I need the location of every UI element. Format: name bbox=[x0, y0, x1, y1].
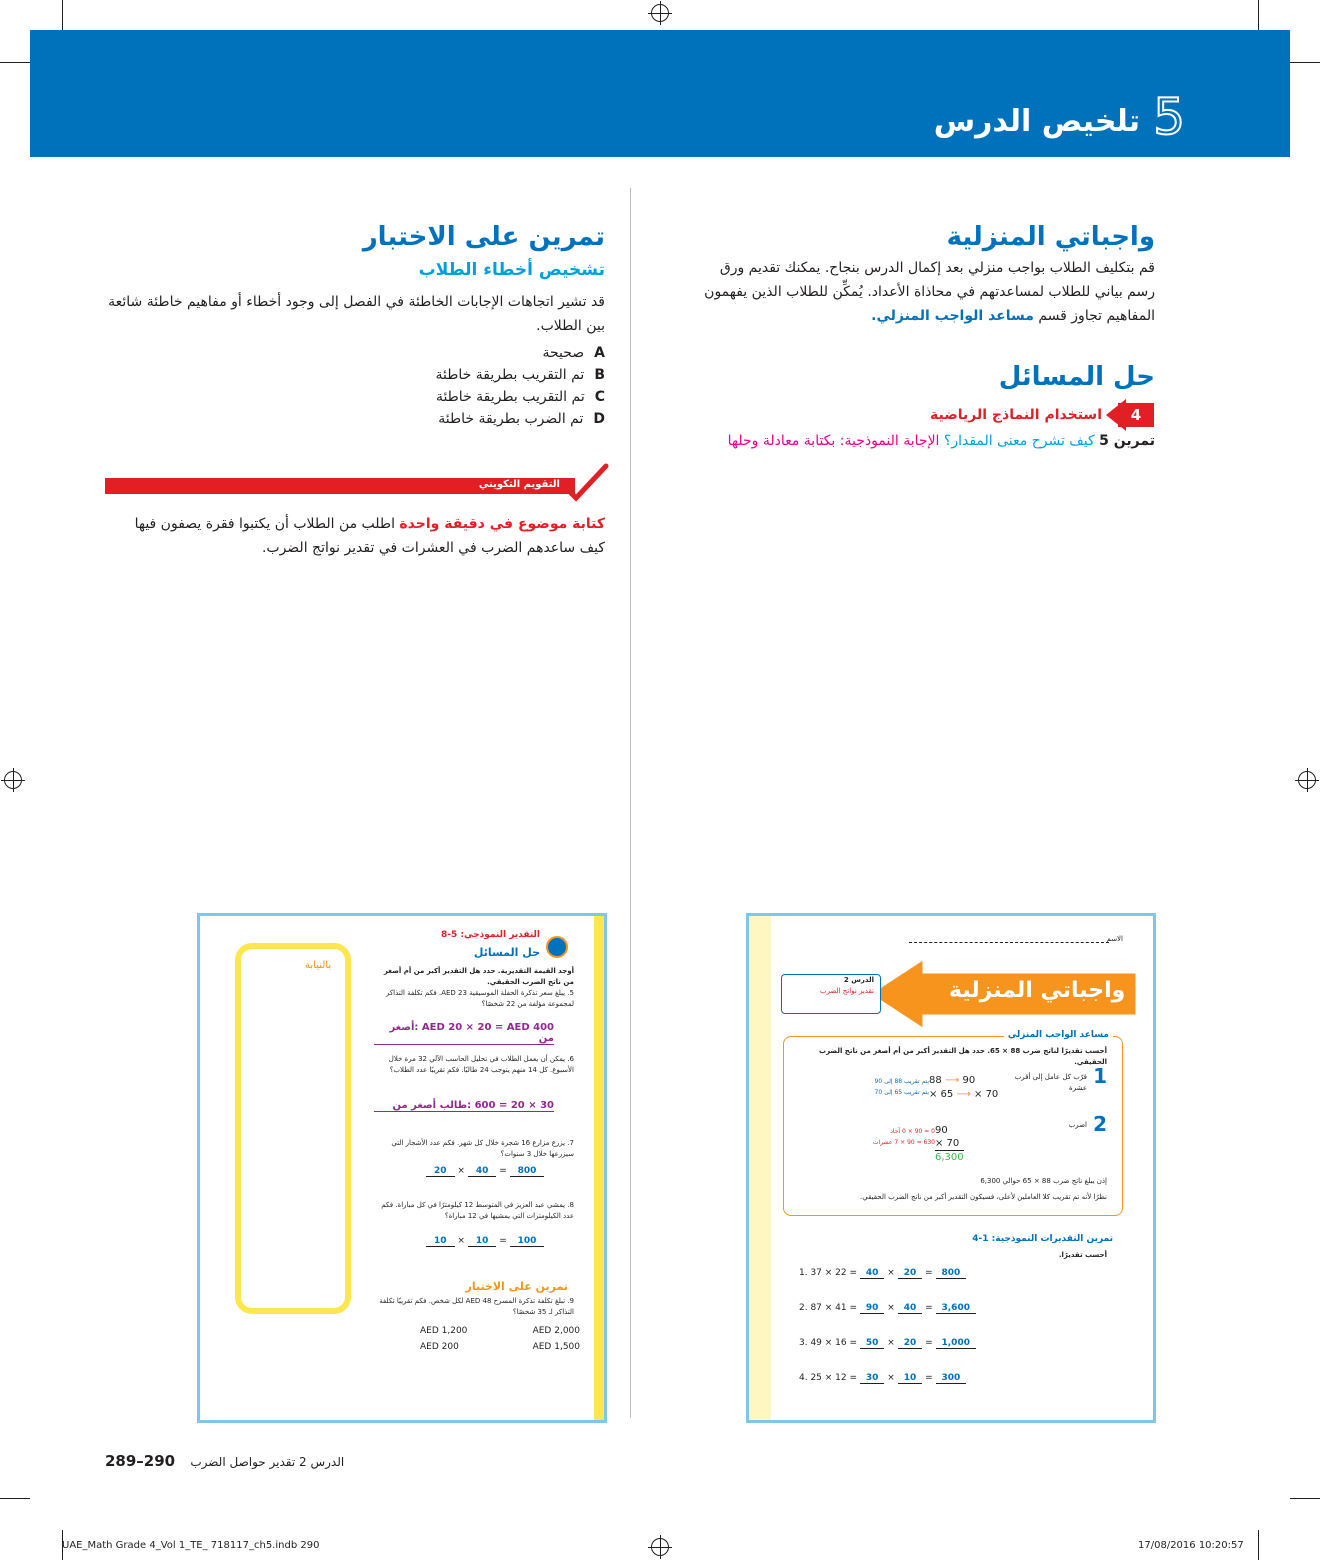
thumb-instruction: أوجد القيمة التقديرية. حدد هل التقدير أكبر من أم أصغر من ناتج الضرب الحقيقي. bbox=[383, 967, 574, 986]
footer-page-line bbox=[105, 1452, 344, 1470]
option-1[interactable]: AED 1,200 bbox=[420, 1326, 468, 1336]
yellow-strip bbox=[594, 916, 604, 1420]
practice-badge: 4 bbox=[1118, 403, 1154, 427]
formative-highlight: كتابة موضوع في دقيقة واحدة bbox=[399, 516, 605, 532]
practice-title: تمرين التقديرات النموذجية: 1-4 bbox=[972, 1234, 1113, 1244]
practice-row: 4. 25 × 12 = 30 × 10 = 300 bbox=[799, 1373, 999, 1408]
thumb-section: التقدير النموذجي: 5-8 bbox=[441, 930, 540, 940]
thumb-q5: 5. يبلغ سعر تذكرة الحفلة الموسيقية AED 23. فكم تكلفة التذاكر لمجموعة مؤلفة من 22 شخصًا؟ bbox=[385, 989, 574, 1008]
step1-number: 1 bbox=[1093, 1064, 1107, 1088]
option-2[interactable]: AED 1,500 bbox=[532, 1342, 580, 1352]
crop-mark bbox=[62, 0, 63, 30]
test-practice-title: تمرين على الاختبار bbox=[362, 222, 605, 252]
answer-a: A صحيحة bbox=[542, 345, 605, 361]
globe-icon bbox=[546, 936, 568, 958]
answer-list bbox=[305, 345, 605, 427]
step1-notes: يتم تقريب 88 إلى 90 يتم تقريب 65 إلى 70 bbox=[874, 1078, 929, 1096]
thumb-a7: 20 × 40 = 800 bbox=[426, 1166, 544, 1176]
footer-lesson: الدرس 2 تقدير حواصل الضرب bbox=[190, 1455, 345, 1469]
practice-sub: أحسب تقديرًا. bbox=[1058, 1251, 1107, 1259]
thumb-title: حل المسائل bbox=[473, 946, 540, 959]
registration-mark-icon bbox=[651, 4, 669, 22]
crop-mark bbox=[1290, 62, 1320, 63]
option-3[interactable]: AED 200 bbox=[420, 1342, 459, 1352]
test-practice-subtitle: تشخيص أخطاء الطلاب bbox=[418, 260, 605, 280]
thumb-a8: 10 × 10 = 100 bbox=[426, 1236, 544, 1246]
formative-text: اطلب من الطلاب أن يكتبوا فقرة يصفون فيها كيف ساعدهم الضرب في العشرات في تقدير نواتج الضرب. bbox=[134, 516, 605, 556]
registration-mark-icon bbox=[651, 1538, 669, 1556]
crop-mark bbox=[1258, 1530, 1259, 1560]
step2-work: 90 × 70 6,300 bbox=[935, 1125, 964, 1163]
homework-body bbox=[695, 256, 1155, 328]
registration-mark-icon bbox=[1298, 771, 1316, 789]
thumb-test-title: تمرين على الاختبار bbox=[465, 1280, 568, 1293]
answer-c: C تم التقريب بطريقة خاطئة bbox=[435, 389, 605, 405]
footer-file-name: UAE_Math Grade 4_Vol 1_TE_ 718117_ch5.indb 290 bbox=[62, 1540, 320, 1551]
badge-arrow-icon bbox=[1106, 399, 1126, 431]
formative-body bbox=[105, 512, 605, 560]
helper-question: أحسب تقديرًا لناتج ضرب 88 × 65. حدد هل التقدير أكبر من أم أصغر من ناتج الضرب الحقيقي. bbox=[819, 1047, 1107, 1066]
thumb-q7: 7. يزرع مزارع 16 شجرة خلال كل شهر. فكم عدد الأشجار التي سيزرعها خلال 3 سنوات؟ bbox=[391, 1139, 574, 1158]
homework-text: قم بتكليف الطلاب بواجب منزلي بعد إكمال الدرس بنجاح. يمكنك تقديم ورق رسم بياني للطلاب لمساعدتهم في محاذاة الأعداد. يُمكِّن للطلاب الذين يفهمون المفاهيم تجاوز قسم bbox=[704, 260, 1155, 324]
step2-notes: 0 = 90 × 0 آحاد 630 = 90 × 7 عشرات bbox=[872, 1128, 935, 1146]
chapter-number: 5 bbox=[1153, 88, 1185, 146]
option-0[interactable]: AED 2,000 bbox=[532, 1326, 580, 1336]
exercise-question: كيف تشرح معنى المقدار؟ bbox=[943, 433, 1095, 449]
problem-solving-title: حل المسائل bbox=[998, 362, 1155, 392]
sticky-note-highlight bbox=[230, 940, 360, 1320]
crop-mark bbox=[1258, 0, 1259, 30]
registration-mark-icon bbox=[4, 771, 22, 789]
crop-mark bbox=[0, 1498, 30, 1499]
thumb-q6: 6. يمكن أن يعمل الطلاب في تحليل الحاسب الآلي 32 مرة خلال الأسبوع. كل 14 منهم يتوجب 24 طالبًا. فكم تقريبًا عدد الطلاب؟ bbox=[388, 1055, 574, 1074]
lesson-box: الدرس 2 تقدير نواتج الضرب bbox=[781, 974, 881, 1014]
helper-conclusion-2: نظرًا لأنه تم تقريب كلا العاملين لأعلى، فسيكون التقدير أكبر من ناتج الضرب الحقيقي. bbox=[860, 1193, 1107, 1201]
thumb-options bbox=[420, 1326, 580, 1352]
step1-label: قرّب كل عامل إلى أقرب عشرة bbox=[1014, 1073, 1087, 1092]
page-numbers: 289–290 bbox=[105, 1452, 176, 1470]
formative-bar-label: التقويم التكويني bbox=[478, 479, 560, 490]
test-practice-body: قد تشير اتجاهات الإجابات الخاطئة في الفصل إلى وجود أخطاء أو مفاهيم خاطئة شائعة بين الطلاب. bbox=[108, 294, 605, 334]
student-page-thumbnail-left bbox=[197, 913, 607, 1423]
checkmark-icon bbox=[558, 462, 610, 502]
practice-row: 3. 49 × 16 = 50 × 20 = 1,000 bbox=[799, 1338, 999, 1373]
practice-rows bbox=[799, 1268, 999, 1408]
name-line bbox=[909, 942, 1109, 943]
thumb-a5: AED 20 × 20 = AED 400 :أصغر من bbox=[374, 1022, 554, 1045]
homework-banner-text: واجباتي المنزلية bbox=[949, 978, 1126, 1003]
helper-conclusion: إذن يبلغ ناتج ضرب 88 × 65 حوالي 6,300 bbox=[980, 1177, 1107, 1185]
thumb-q8: 8. يمشي عبد العزيز في المتوسط 12 كيلومترًا في كل مباراة. فكم عدد الكيلومترات التي يمشيها في 12 مباراة؟ bbox=[381, 1201, 574, 1220]
crop-mark bbox=[0, 62, 30, 63]
exercise-label: تمرين 5 bbox=[1099, 433, 1155, 449]
step2-number: 2 bbox=[1093, 1112, 1107, 1136]
step2-label: اضرب bbox=[1068, 1121, 1087, 1129]
chapter-title: تلخيص الدرس bbox=[933, 104, 1140, 139]
answer-d: D تم الضرب بطريقة خاطئة bbox=[438, 411, 605, 427]
practice-row: 1. 37 × 22 = 40 × 20 = 800 bbox=[799, 1268, 999, 1303]
homework-title: واجباتي المنزلية bbox=[946, 222, 1155, 252]
exercise-answer: الإجابة النموذجية: بكتابة معادلة وحلها bbox=[727, 433, 940, 449]
crop-mark bbox=[1290, 1498, 1320, 1499]
helper-title: مساعد الواجب المنزلي bbox=[1004, 1030, 1113, 1040]
student-page-thumbnail-right bbox=[746, 913, 1156, 1423]
footer-date: 17/08/2016 10:20:57 bbox=[1138, 1540, 1244, 1551]
thumb-q9: 9. تبلغ تكلفة تذكرة المسرح AED 48 لكل شخص. فكم تقريبًا تكلفة التذاكر لـ 35 شخصًا؟ bbox=[379, 1297, 574, 1316]
practice-badge-text: استخدام النماذج الرياضية bbox=[930, 407, 1102, 423]
thumb-name-label: الاسم bbox=[1106, 935, 1123, 943]
answer-b: B تم التقريب بطريقة خاطئة bbox=[435, 367, 605, 383]
step1-work: 88 ⟶ 90 × 65 ⟶ × 70 bbox=[929, 1075, 999, 1100]
sticker-label: بالنيابة bbox=[305, 960, 332, 971]
exercise-line bbox=[695, 433, 1155, 449]
practice-row: 2. 87 × 41 = 90 × 40 = 3,600 bbox=[799, 1303, 999, 1338]
column-divider bbox=[630, 188, 631, 1418]
yellow-strip bbox=[749, 916, 771, 1420]
homework-helper-link[interactable]: مساعد الواجب المنزلي. bbox=[871, 308, 1034, 324]
thumb-a6: 30 × 20 = 600 :طالب أصغر من bbox=[374, 1100, 554, 1112]
